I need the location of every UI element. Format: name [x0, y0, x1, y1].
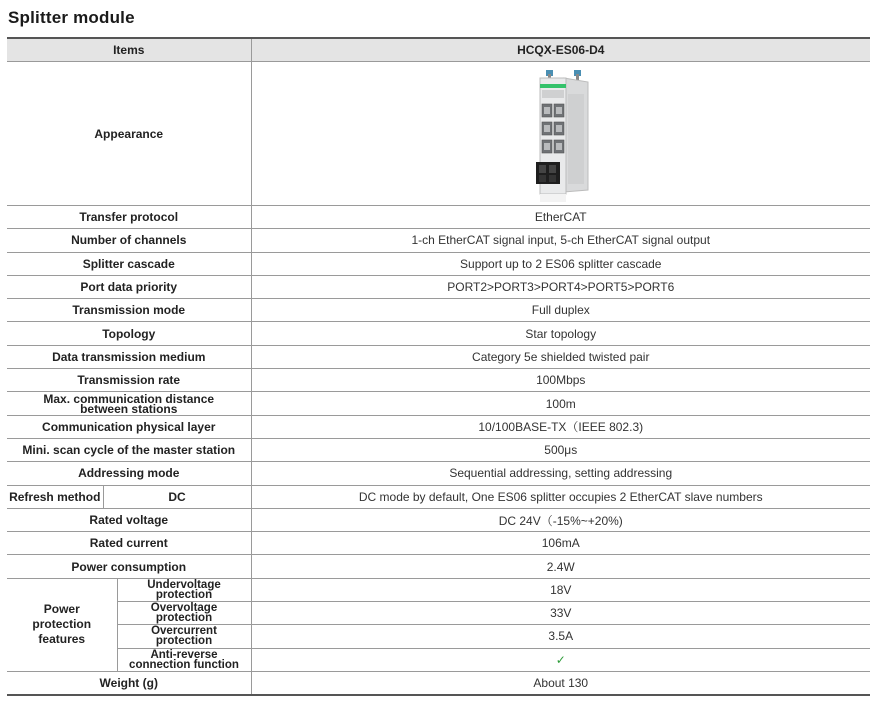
protection-item-line: protection: [155, 612, 213, 625]
row-label: Mini. scan cycle of the master station: [7, 438, 251, 461]
table-row: [7, 392, 870, 415]
refresh-method-sub: DC: [103, 485, 251, 508]
protection-item-line: connection function: [129, 658, 239, 671]
appearance-label: Appearance: [7, 62, 251, 206]
table-row: [7, 602, 870, 625]
header-model: HCQX-ES06-D4: [251, 38, 870, 62]
protection-item-label: [117, 578, 251, 601]
row-value: Sequential addressing, setting addressing: [251, 462, 870, 485]
row-value: About 130: [251, 671, 870, 695]
table-row: [7, 252, 870, 275]
row-value: Full duplex: [251, 299, 870, 322]
table-row: [7, 62, 870, 206]
checkmark-icon: ✓: [555, 652, 566, 667]
protection-item-value: 33V: [251, 602, 870, 625]
table-row: [7, 648, 870, 671]
row-value: 10/100BASE-TX（IEEE 802.3): [251, 415, 870, 438]
protection-item-value: 3.5A: [251, 625, 870, 648]
table-row: [7, 229, 870, 252]
protection-label-line: features: [38, 632, 86, 647]
table-row: [7, 578, 870, 601]
row-value: 1-ch EtherCAT signal input, 5-ch EtherCAT signal output: [251, 229, 870, 252]
row-label: Weight (g): [7, 671, 251, 695]
protection-item-label: [117, 625, 251, 648]
row-value: 500μs: [251, 438, 870, 461]
row-label: [7, 392, 251, 415]
table-row: [7, 555, 870, 578]
protection-label-line: Power: [43, 602, 80, 617]
protection-item-line: Undervoltage: [147, 578, 221, 591]
row-label: Splitter cascade: [7, 252, 251, 275]
protection-label-line: protection: [32, 617, 92, 632]
protection-item-value: [251, 648, 870, 671]
protection-item-line: protection: [155, 588, 213, 601]
row-value: 100Mbps: [251, 369, 870, 392]
table-row: [7, 485, 870, 508]
row-value: Category 5e shielded twisted pair: [251, 345, 870, 368]
page-title: Splitter module: [8, 8, 135, 27]
table-header-row: [7, 38, 870, 62]
row-label: Number of channels: [7, 229, 251, 252]
spec-table: [7, 37, 870, 696]
row-label: Topology: [7, 322, 251, 345]
protection-item-label: [117, 602, 251, 625]
row-label: Addressing mode: [7, 462, 251, 485]
row-label: Transmission mode: [7, 299, 251, 322]
power-protection-label: [7, 578, 117, 671]
row-label: Transfer protocol: [7, 206, 251, 229]
table-row: [7, 415, 870, 438]
row-value: Star topology: [251, 322, 870, 345]
row-label-line: between stations: [80, 401, 178, 416]
row-label: Data transmission medium: [7, 345, 251, 368]
refresh-method-label: Refresh method: [7, 485, 103, 508]
product-image: [506, 64, 616, 204]
refresh-method-value: DC mode by default, One ES06 splitter occupies 2 EtherCAT slave numbers: [251, 485, 870, 508]
table-row: [7, 532, 870, 555]
table-row: [7, 275, 870, 298]
row-value: EtherCAT: [251, 206, 870, 229]
header-items: Items: [7, 38, 251, 62]
table-row: [7, 671, 870, 695]
appearance-image-cell: [251, 62, 870, 206]
protection-item-line: Overvoltage: [150, 602, 218, 615]
table-row: [7, 369, 870, 392]
row-value: PORT2>PORT3>PORT4>PORT5>PORT6: [251, 275, 870, 298]
row-label: Communication physical layer: [7, 415, 251, 438]
table-row: [7, 508, 870, 531]
row-value: DC 24V（-15%~+20%): [251, 508, 870, 531]
table-row: [7, 438, 870, 461]
row-label: Power consumption: [7, 555, 251, 578]
protection-item-label: [117, 648, 251, 671]
protection-item-value: 18V: [251, 578, 870, 601]
table-row: [7, 625, 870, 648]
table-row: [7, 462, 870, 485]
row-value: 100m: [251, 392, 870, 415]
row-label-line: Max. communication distance: [43, 391, 215, 406]
row-label: Transmission rate: [7, 369, 251, 392]
row-label: Rated current: [7, 532, 251, 555]
row-label: Rated voltage: [7, 508, 251, 531]
protection-item-line: Overcurrent: [151, 625, 217, 638]
table-row: [7, 322, 870, 345]
row-value: 2.4W: [251, 555, 870, 578]
table-row: [7, 345, 870, 368]
table-row: [7, 299, 870, 322]
protection-item-line: Anti-reverse: [150, 648, 218, 661]
protection-item-line: protection: [155, 635, 213, 648]
row-label: Port data priority: [7, 275, 251, 298]
row-value: Support up to 2 ES06 splitter cascade: [251, 252, 870, 275]
row-value: 106mA: [251, 532, 870, 555]
table-row: [7, 206, 870, 229]
